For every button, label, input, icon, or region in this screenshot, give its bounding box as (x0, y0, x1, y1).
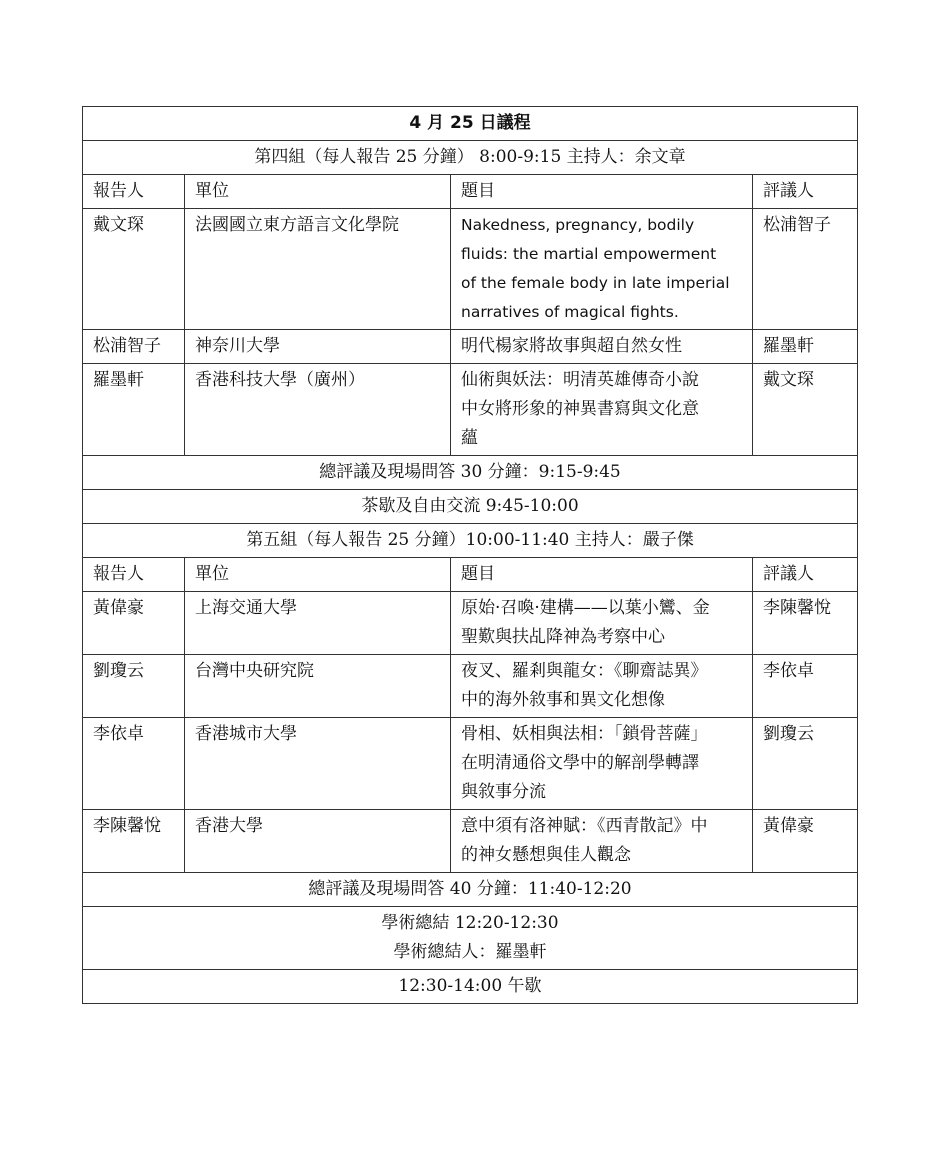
unit-cell: 台灣中央研究院 (185, 655, 451, 718)
topic-line: 夜叉、羅剎與龍女：《聊齋誌異》 (461, 661, 708, 681)
group4-header-row (83, 175, 858, 209)
header-commentator: 評議人 (753, 175, 858, 209)
table-row (83, 209, 858, 330)
group5-discussion: 總評議及現場問答 40 分鐘：11:40-12:20 (83, 873, 858, 907)
presenter-cell: 黃偉豪 (83, 592, 185, 655)
topic-line: 仙術與妖法：明清英雄傳奇小說 (461, 370, 699, 390)
group5-heading-row (83, 524, 858, 558)
unit-cell: 上海交通大學 (185, 592, 451, 655)
topic-cell (451, 810, 753, 873)
topic-cell (451, 718, 753, 810)
commentator-cell: 黃偉豪 (753, 810, 858, 873)
commentator-cell: 羅墨軒 (753, 330, 858, 364)
summary-time: 學術總結 12:20-12:30 (381, 913, 559, 933)
topic-line: of the female body in late imperial (461, 274, 730, 292)
presenter-cell: 羅墨軒 (83, 364, 185, 456)
table-row (83, 592, 858, 655)
topic-line: 與敘事分流 (461, 782, 546, 802)
topic-line: narratives of magical fights. (461, 303, 679, 321)
unit-cell: 神奈川大學 (185, 330, 451, 364)
topic-cell (451, 364, 753, 456)
group4-heading: 第四組（每人報告 25 分鐘） 8:00-9:15 主持人：余文章 (83, 141, 858, 175)
topic-line: 意中須有洛神賦：《西青散記》中 (461, 816, 708, 836)
table-row (83, 330, 858, 364)
unit-cell: 香港城市大學 (185, 718, 451, 810)
topic-cell (451, 655, 753, 718)
unit-cell: 香港科技大學（廣州） (185, 364, 451, 456)
header-unit: 單位 (185, 175, 451, 209)
summary-cell (83, 907, 858, 970)
topic-cell (451, 592, 753, 655)
header-topic: 題目 (451, 558, 753, 592)
header-presenter: 報告人 (83, 175, 185, 209)
unit-cell: 法國國立東方語言文化學院 (185, 209, 451, 330)
group5-discussion-row (83, 873, 858, 907)
summary-row (83, 907, 858, 970)
group4-discussion-row (83, 456, 858, 490)
topic-line: 在明清通俗文學中的解剖學轉譯 (461, 753, 699, 773)
topic-line: 中的海外敘事和異文化想像 (461, 690, 665, 710)
tea-break: 茶歇及自由交流 9:45-10:00 (83, 490, 858, 524)
header-commentator: 評議人 (753, 558, 858, 592)
topic-line: 原始·召喚·建構——以葉小鸞、金 (461, 598, 710, 618)
lunch-break: 12:30-14:00 午歇 (83, 970, 858, 1004)
group5-heading: 第五組（每人報告 25 分鐘）10:00-11:40 主持人：嚴子傑 (83, 524, 858, 558)
topic-line: 明代楊家將故事與超自然女性 (461, 336, 682, 356)
commentator-cell: 李依卓 (753, 655, 858, 718)
unit-cell: 香港大學 (185, 810, 451, 873)
table-row (83, 810, 858, 873)
title-row (83, 107, 858, 141)
group5-header-row (83, 558, 858, 592)
agenda-table (82, 106, 858, 1004)
table-row (83, 718, 858, 810)
group4-heading-row (83, 141, 858, 175)
topic-line: Nakedness, pregnancy, bodily (461, 216, 695, 234)
lunch-row (83, 970, 858, 1004)
presenter-cell: 李陳馨悅 (83, 810, 185, 873)
table-row (83, 655, 858, 718)
commentator-cell: 李陳馨悅 (753, 592, 858, 655)
summary-speaker: 學術總結人：羅墨軒 (393, 942, 547, 962)
topic-line: fluids: the martial empowerment (461, 245, 717, 263)
agenda-title: 4 月 25 日議程 (83, 107, 858, 141)
presenter-cell: 李依卓 (83, 718, 185, 810)
header-topic: 題目 (451, 175, 753, 209)
topic-line: 聖歎與扶乩降神為考察中心 (461, 627, 665, 647)
presenter-cell: 劉瓊云 (83, 655, 185, 718)
commentator-cell: 戴文琛 (753, 364, 858, 456)
presenter-cell: 松浦智子 (83, 330, 185, 364)
table-row (83, 364, 858, 456)
tea-break-row (83, 490, 858, 524)
topic-cell (451, 209, 753, 330)
header-unit: 單位 (185, 558, 451, 592)
group4-discussion: 總評議及現場問答 30 分鐘：9:15-9:45 (83, 456, 858, 490)
commentator-cell: 松浦智子 (753, 209, 858, 330)
header-presenter: 報告人 (83, 558, 185, 592)
topic-line: 中女將形象的神異書寫與文化意 (461, 399, 699, 419)
commentator-cell: 劉瓊云 (753, 718, 858, 810)
topic-line: 骨相、妖相與法相：「鎖骨菩薩」 (461, 724, 708, 744)
topic-line: 蘊 (461, 428, 478, 448)
topic-line: 的神女懸想與佳人觀念 (461, 845, 631, 865)
presenter-cell: 戴文琛 (83, 209, 185, 330)
topic-cell (451, 330, 753, 364)
